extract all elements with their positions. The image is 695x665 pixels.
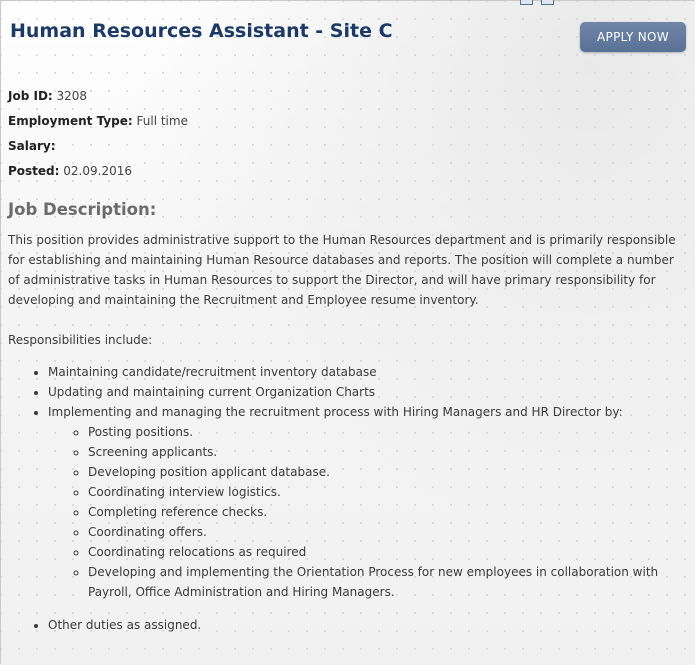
employment-type-value: Full time bbox=[136, 114, 188, 128]
list-item: ◦ Coordinating offers. bbox=[88, 522, 688, 542]
job-description-heading: Job Description: bbox=[8, 200, 157, 219]
recruitment-steps-list bbox=[48, 422, 688, 602]
job-meta bbox=[8, 84, 188, 184]
list-item: • Other duties as assigned. bbox=[48, 615, 201, 635]
email-icon[interactable] bbox=[541, 0, 554, 5]
job-id-label: Job ID: bbox=[8, 89, 53, 103]
job-id-row bbox=[8, 84, 188, 109]
posted-label: Posted: bbox=[8, 164, 60, 178]
list-item-text: Implementing and managing the recruitment process with Hiring Managers and HR Director by: bbox=[48, 405, 623, 419]
job-id-value: 3208 bbox=[56, 89, 88, 103]
job-description-text: This position provides administrative support to the Human Resources department and is primarily responsible for establishing and maintaining Human Resource databases and reports. The position will complete a number of administrative tasks in Human Resources to support the Director, and will have primary responsibility for developing and maintaining the Recruitment and Employee resume inventory. bbox=[8, 233, 676, 307]
job-title: Human Resources Assistant - Site C bbox=[10, 20, 393, 42]
list-item: ◦ Developing position applicant database. bbox=[88, 462, 688, 482]
responsibilities-intro: Responsibilities include: bbox=[8, 333, 153, 347]
list-item bbox=[48, 402, 688, 602]
list-item: ◦ Developing and implementing the Orientation Process for new employees in collaboration with Payroll, Office Administration and Hiring Managers. bbox=[88, 562, 688, 602]
apply-now-button[interactable]: APPLY NOW bbox=[580, 22, 686, 52]
list-item: • Maintaining candidate/recruitment inventory database bbox=[48, 362, 688, 382]
print-icon[interactable] bbox=[520, 0, 533, 5]
list-item: ◦ Posting positions. bbox=[88, 422, 688, 442]
list-item: ◦ Coordinating interview logistics. bbox=[88, 482, 688, 502]
list-item: ◦ Completing reference checks. bbox=[88, 502, 688, 522]
employment-type-label: Employment Type: bbox=[8, 114, 133, 128]
posted-row bbox=[8, 159, 188, 184]
posted-value: 02.09.2016 bbox=[63, 164, 132, 178]
toolbar-icons bbox=[520, 0, 554, 5]
list-item: • Updating and maintaining current Organization Charts bbox=[48, 382, 688, 402]
list-item: ◦ Screening applicants. bbox=[88, 442, 688, 462]
salary-label: Salary: bbox=[8, 139, 56, 153]
responsibilities-list bbox=[8, 362, 688, 602]
salary-row bbox=[8, 134, 188, 159]
employment-type-row bbox=[8, 109, 188, 134]
other-duties-list bbox=[8, 615, 201, 635]
list-item: ◦ Coordinating relocations as required bbox=[88, 542, 688, 562]
